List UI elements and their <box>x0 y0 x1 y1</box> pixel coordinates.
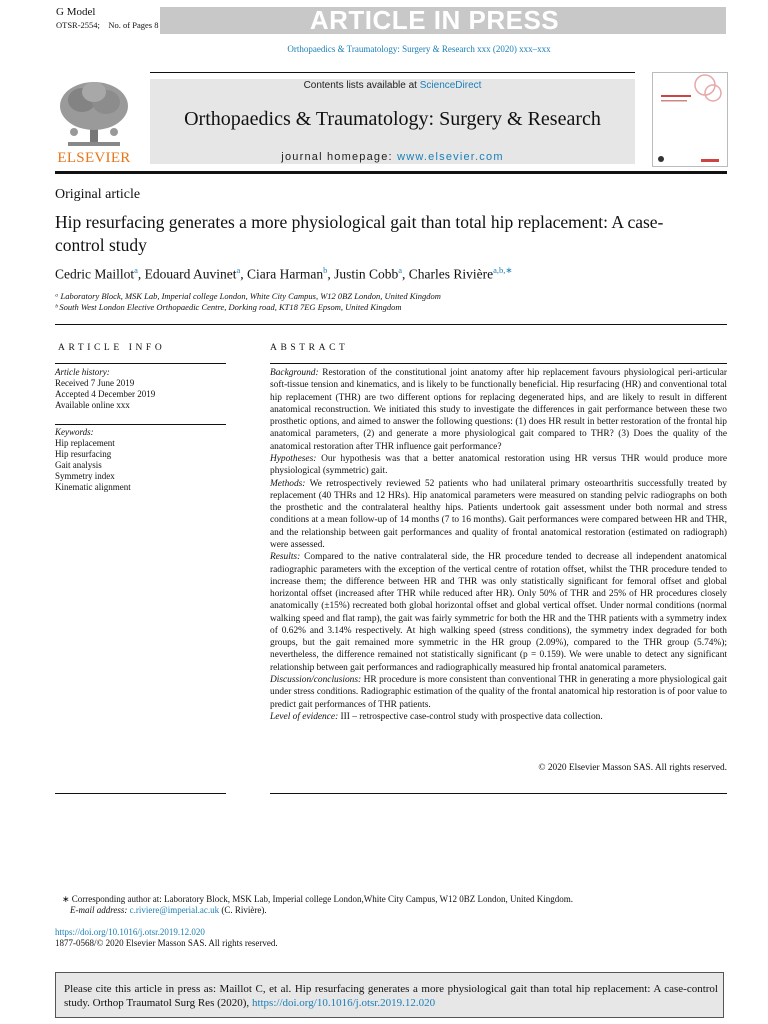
abstract-copyright: © 2020 Elsevier Masson SAS. All rights reserved. <box>538 763 727 773</box>
sciencedirect-link[interactable]: ScienceDirect <box>419 80 482 91</box>
abstract-label: Level of evidence: <box>270 711 339 722</box>
email-link[interactable]: c.riviere@imperial.ac.uk <box>129 905 220 915</box>
journal-citation-link[interactable]: Orthopaedics & Traumatology: Surgery & Research xxx (2020) xxx–xxx <box>287 44 551 54</box>
keyword: Kinematic alignment <box>55 482 131 492</box>
article-title: Hip resurfacing generates a more physiological gait than total hip replacement: A case-control study <box>55 212 664 255</box>
keyword: Hip resurfacing <box>55 449 112 459</box>
abstract-text: HR procedure is more consistent than conventional THR in generating a more physiological gait under stress conditions. Radiographic estimation of the quality of the frontal anatomical hip restoration is of poor value to predict gait performances of THR patients. <box>270 675 727 710</box>
email-note <box>70 905 267 915</box>
section-rule <box>55 324 727 325</box>
email-suffix: (C. Rivière). <box>219 905 267 915</box>
elsevier-wordmark: ELSEVIER <box>57 150 131 166</box>
keyword: Symmetry index <box>55 471 115 481</box>
contents-available <box>150 80 635 91</box>
online-date: Available online xxx <box>55 400 130 410</box>
keywords-label: Keywords: <box>55 427 94 437</box>
homepage-link[interactable]: www.elsevier.com <box>397 151 504 163</box>
abstract-background <box>270 367 727 453</box>
journal-homepage <box>150 151 635 163</box>
corresponding-author-note: ∗ Corresponding author at: Laboratory Block, MSK Lab, Imperial college London,White City Campus, W12 0BZ London, United Kingdom. <box>62 894 574 904</box>
abstract-text: Restoration of the constitutional joint anatomy after hip replacement favours physiological peri-articular soft-tissue tension and kinematics, and is likely to be functionally beneficial. Hip resurfacing (HR) and conventional total hip replacement (THR) are two different options for replacing degenerated hips, and are likely to result in different anatomical reconstruction. We initiated this study to investigate the differences in gait performance between these two prosthetic options, and aimed to answer the following questions: (1) does HR result in better restoration of the frontal hip anatomical parameters, (2) and generate a more physiological gait compared to THR? (3) Does the quality of the anatomical restoration after THR influence gait performance? <box>270 368 727 452</box>
contents-prefix: Contents lists available at <box>303 80 420 91</box>
author-name: Edouard Auvinet <box>144 266 237 282</box>
author-affiliation-mark[interactable]: a <box>134 265 138 275</box>
author-affiliation-mark[interactable]: a <box>236 265 241 275</box>
abstract-hypotheses <box>270 453 727 478</box>
abstract-level-of-evidence <box>270 711 727 723</box>
abstract-label: Discussion/conclusions: <box>270 675 362 686</box>
article-info-end-rule <box>55 793 226 794</box>
author-name: Cedric Maillot <box>55 266 135 282</box>
cite-doi-link[interactable]: https://doi.org/10.1016/j.otsr.2019.12.020 <box>251 997 436 1009</box>
abstract-text: III – retrospective case-control study with prospective data collection. <box>340 711 603 722</box>
email-label: E-mail address: <box>70 905 130 915</box>
g-model-label: G Model <box>56 6 96 18</box>
journal-title: Orthopaedics & Traumatology: Surgery & Research <box>184 108 601 130</box>
abstract-label: Methods: <box>270 478 306 489</box>
article-type: Original article <box>55 187 141 202</box>
author-affiliation-mark[interactable]: b <box>323 265 328 275</box>
abstract-heading: ABSTRACT <box>270 343 349 353</box>
homepage-prefix: journal homepage: <box>281 151 398 163</box>
cite-body: Please cite this article in press as: Maillot C, et al. Hip resurfacing generates a more physiological gait than total hip replacement: A case-control study. Orthop Traumatol Surg Res (2020), <box>64 983 718 1009</box>
abstract-text: Compared to the native contralateral side, the HR procedure tended to decrease all independent anatomical radiographic parameters with the exception of the vertical centre of rotation offset, whilst the THR procedure tended to increase them; the difference between HR and THR was only statistically significant for femoral offset and global horizontal offset (increased after THR while reduced after HR). Only 50% of THR and 25% of HR procedures closely anatomically (±15%) recreated both global horizontal offset and global vertical offset. Under normal conditions (normal walking speed and flat ramp), the gait was fairly symmetric for both the HR and the THR patients with a symmetry index of 0.62% and 3.14% respectively. At high walking speed (stress conditions), the symmetry index degraded for both groups, but the gait remained more symmetric in the HR group (2.09%), compared to the THR group (5.74%); nevertheless, the difference remained not statistically significant (p = 0.159). We were unable to detect any significant relationship between gait performances and radiographically measured hip frontal anatomical parameters. <box>270 552 727 673</box>
article-info-heading: ARTICLE INFO <box>58 343 166 353</box>
received-date: Received 7 June 2019 <box>55 378 135 388</box>
keyword: Hip replacement <box>55 438 115 448</box>
author-affiliation-mark[interactable]: a,b,∗ <box>493 265 513 275</box>
article-info-rule <box>55 363 226 364</box>
abstract-methods <box>270 478 727 552</box>
history-label: Article history: <box>55 367 110 377</box>
abstract-text: We retrospectively reviewed 52 patients who had unilateral primary osteoarthritis successfully treated by replacement (40 THRs and 12 HRs). Hip anatomical parameters were measured on standing pelvic radiographs on both the prosthetic and the contralateral healthy hips. Patients undertook gait assessment under both normal and stress conditions at a mean follow-up of 14 months (7 to 16 months). Gait performances were compared between HR and THR, and the relationship between gait performances and quality of frontal anatomical restoration (estimated on radiograph) were assessed. <box>270 478 727 550</box>
author-list: Cedric Maillot$^a$, Edouard Auvinet$^a$, Ciara Harman$^b$, Justin Cobb$^a$, Charles Rivière$^{a,b,∗}$ <box>55 265 513 282</box>
article-info-divider <box>55 424 226 425</box>
accepted-date: Accepted 4 December 2019 <box>55 389 156 399</box>
cite-text <box>64 982 718 1010</box>
abstract-label: Hypotheses: <box>270 453 317 464</box>
header-rule <box>150 72 635 73</box>
author-name: Justin Cobb <box>334 266 399 282</box>
article-in-press-text: ARTICLE IN PRESS <box>309 5 560 35</box>
abstract-rule <box>270 363 727 364</box>
abstract-text: Our hypothesis was that a better anatomical restoration using HR versus THR would produce more physiological (symmetric) gait. <box>270 453 728 477</box>
header-thick-rule <box>55 171 727 174</box>
author-name: Ciara Harman <box>247 266 324 282</box>
abstract-label: Results: <box>270 552 301 563</box>
abstract-end-rule <box>270 793 727 794</box>
author-affiliation-mark[interactable]: a <box>398 265 403 275</box>
abstract-label: Background: <box>270 368 319 378</box>
abstract-discussion <box>270 674 727 711</box>
affiliation-a: ᵃ Laboratory Block, MSK Lab, Imperial college London, White City Campus, W12 0BZ London, United Kingdom <box>55 291 441 301</box>
abstract-body <box>270 367 727 723</box>
abstract-results <box>270 551 727 674</box>
issn-line: 1877-0568/© 2020 Elsevier Masson SAS. All rights reserved. <box>55 938 278 948</box>
keyword: Gait analysis <box>55 460 102 470</box>
doi-link[interactable]: https://doi.org/10.1016/j.otsr.2019.12.020 <box>55 927 205 937</box>
affiliation-b: ᵇ South West London Elective Orthopaedic Centre, Dorking road, KT18 7EG Epsom, United Kingdom <box>55 302 402 312</box>
author-name: Charles Rivière <box>408 266 494 282</box>
journal-cover-thumbnail <box>652 72 728 167</box>
manuscript-ref: OTSR-2554; No. of Pages 8 <box>56 20 159 30</box>
